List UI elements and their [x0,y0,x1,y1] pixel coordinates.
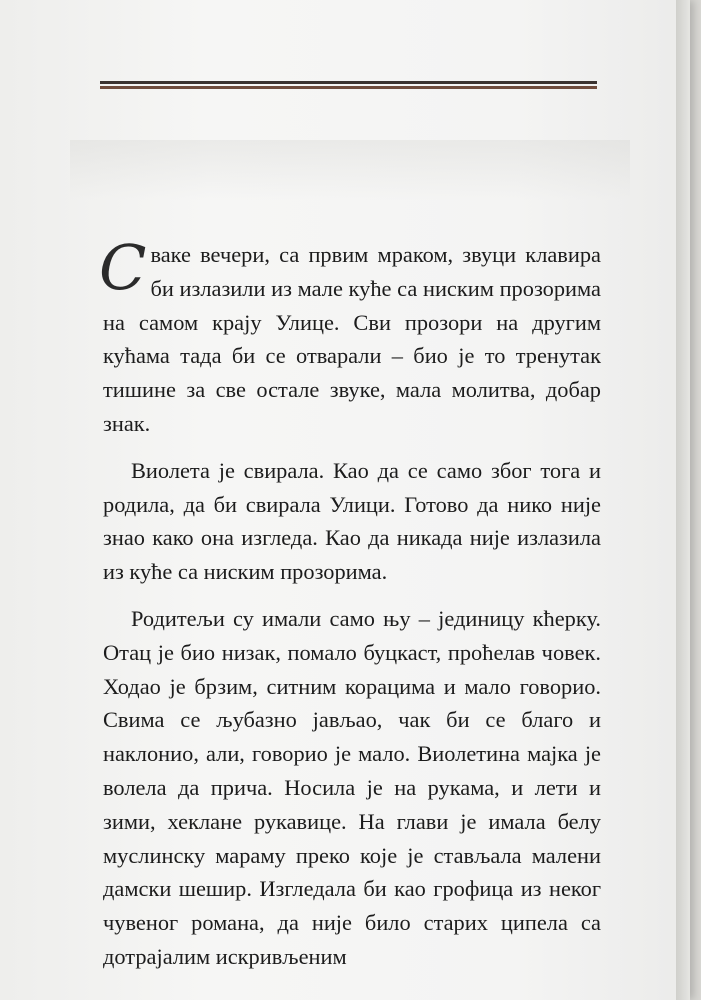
paragraph-3: Родитељи су имали само њу – јединицу кћерку. Отац је био низак, помало буцкаст, проћелав човек. Ходао је брзим, ситним корацима и мало говорио. Свима се љубазно јављао, чак би се благо и наклонио, али, говорио је мало. Виолетина мајка је волела да прича. Носила је на рукама, и лети и зими, хеклане рукавице. На глави је имала белу муслинску мараму преко које је стављала малени дамски шешир. Изгледала би као грофица из неког чувеног романа, да није било старих ципела са дотрајалим искривљеним [103,605,601,969]
rule-line-bottom [100,86,597,89]
paragraph-2: Виолета је свирала. Као да се само због тога и родила, да би свирала Улици. Готово да нико није знао како она изгледа. Као да никада није излазила из куће са ниским прозорима. [103,457,601,585]
drop-cap: С [99,231,147,304]
bleed-through-shadow [70,140,630,200]
body-text [99,231,601,974]
header-double-rule [100,81,597,90]
paragraph-1-text: ваке вечери, са првим мраком, звуци клавира би излазили из мале куће са ниским прозорима на самом крају Улице. Сви прозори на другим кућама тада би се отварали – био је то тренутак тишине за све остале звуке, мала молитва, добар знак. [103,242,601,436]
page-edge [676,0,690,1000]
rule-line-top [100,81,597,84]
paragraph-1 [99,231,601,441]
